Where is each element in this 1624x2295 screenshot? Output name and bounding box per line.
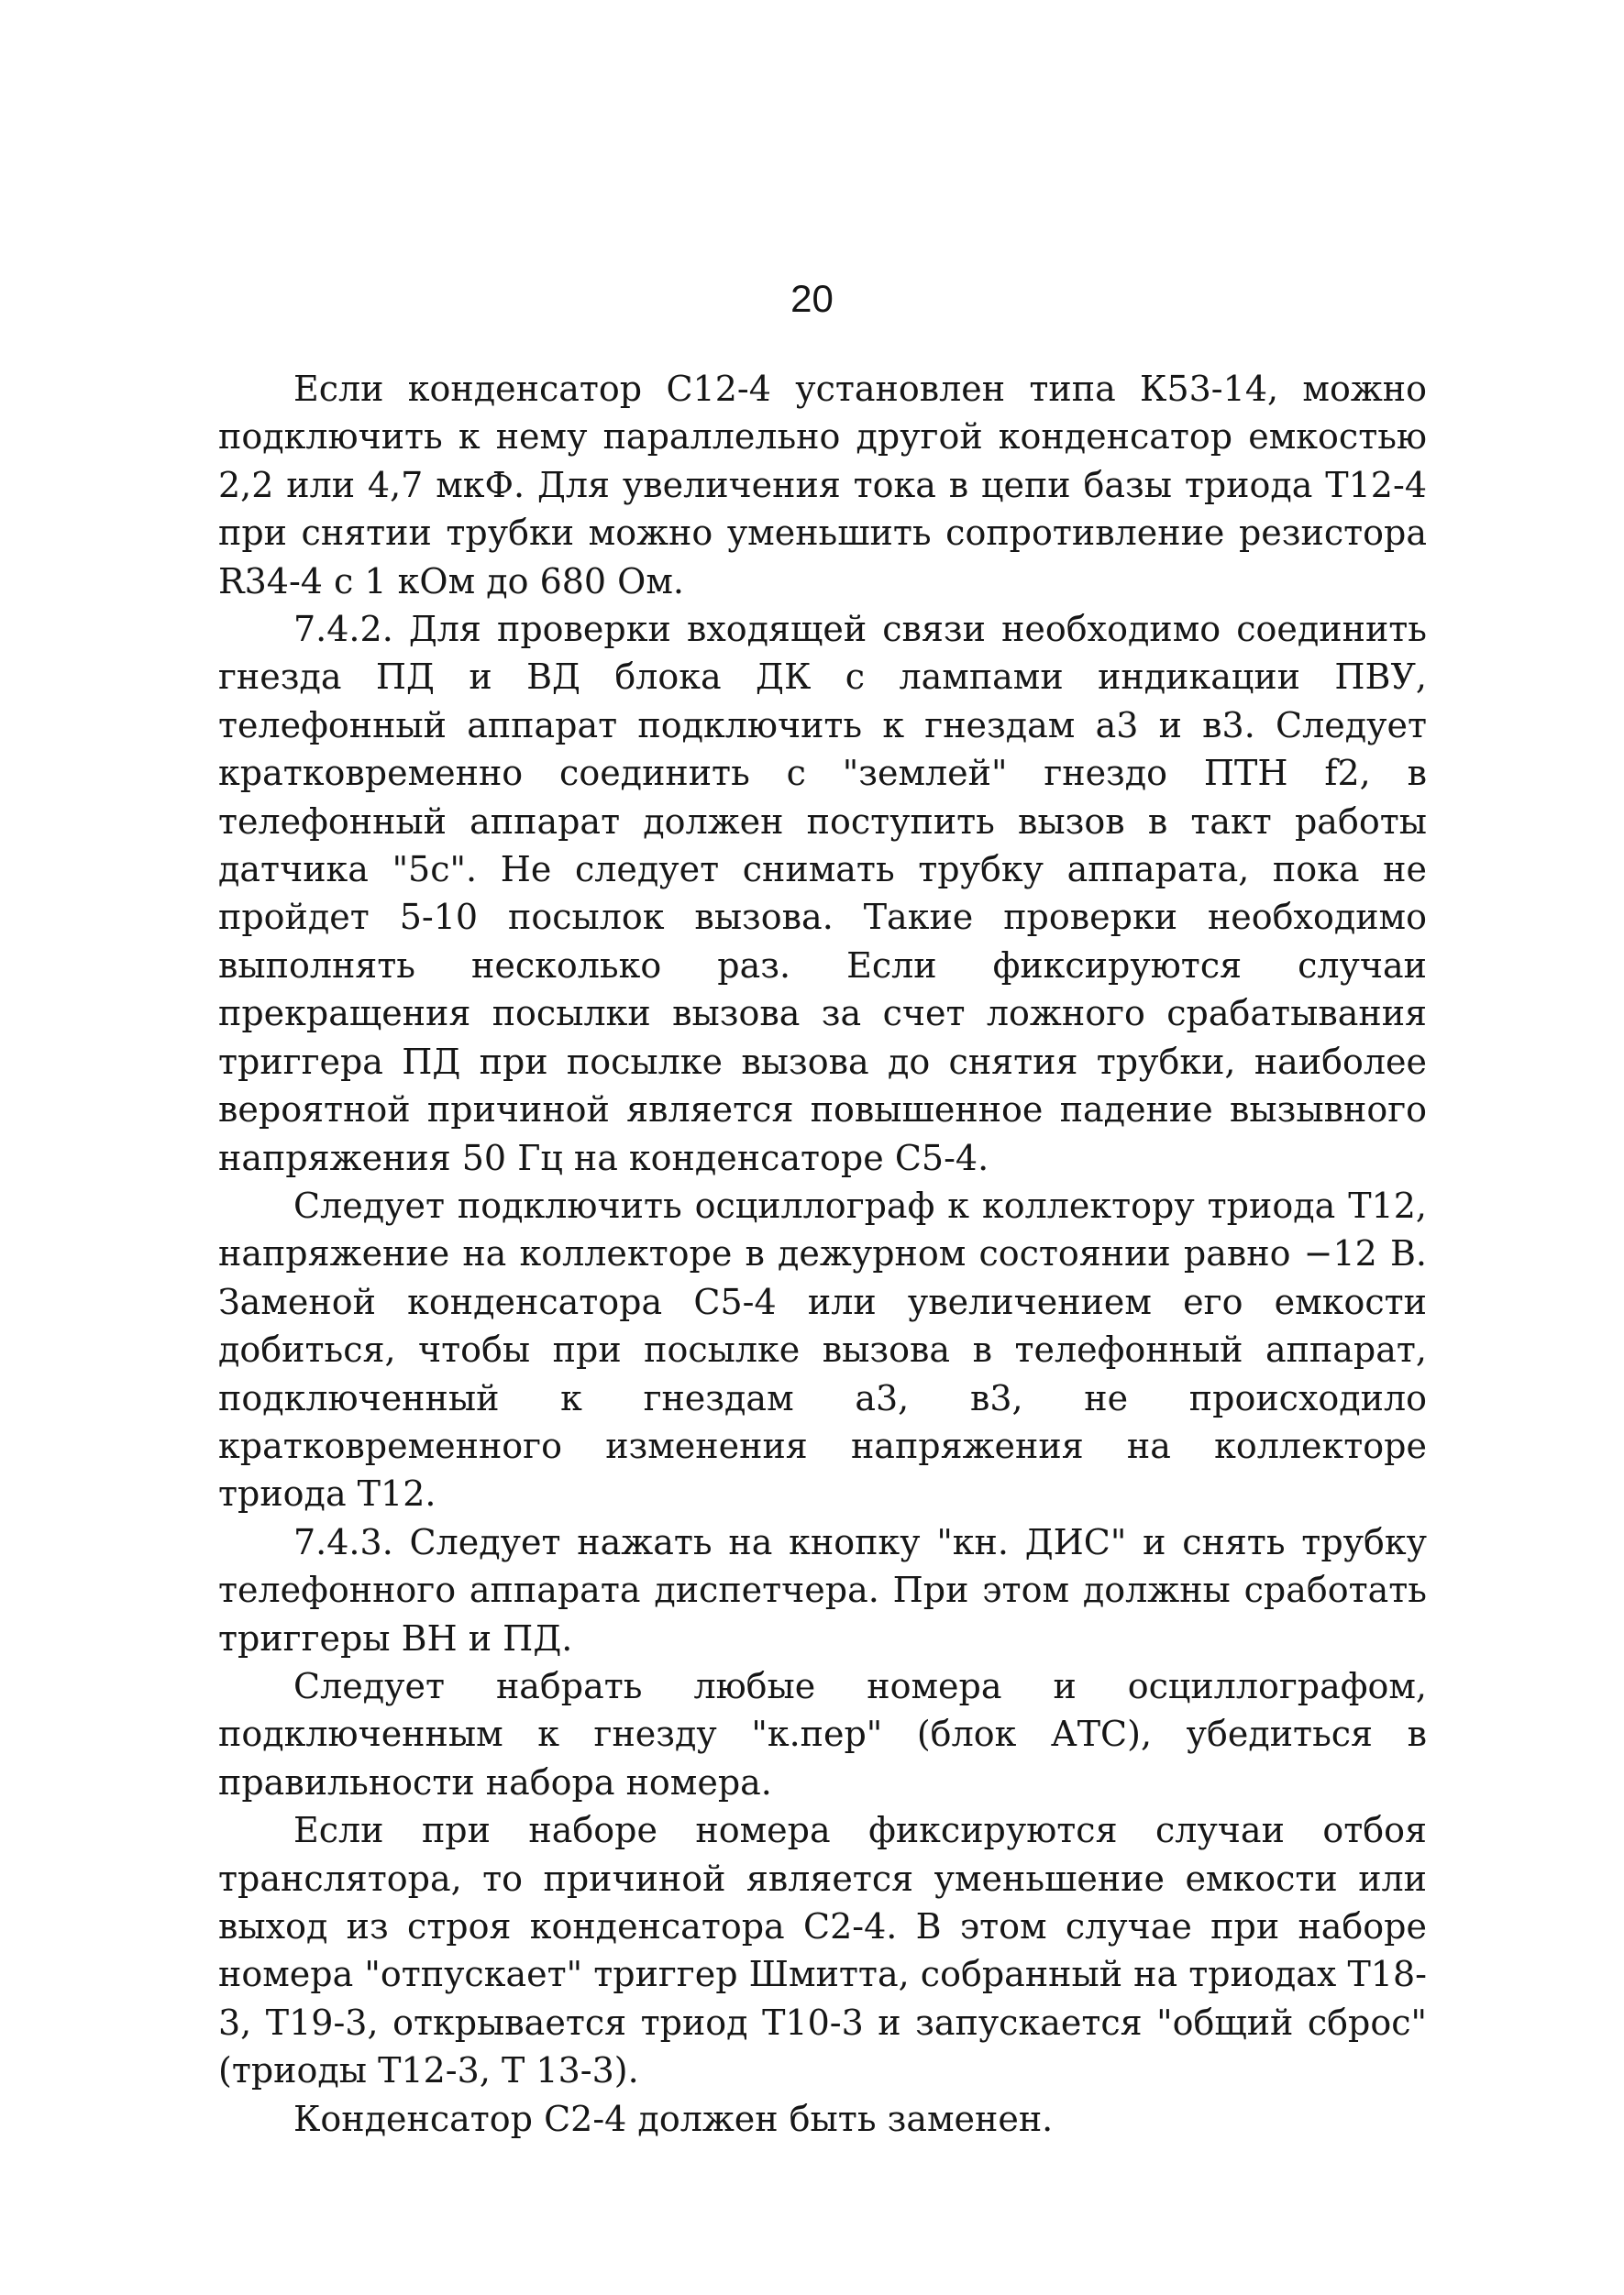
paragraph-capacitor-c2-4: Конденсатор С2-4 должен быть заменен.: [293, 2098, 1054, 2139]
text-body: [218, 365, 1427, 2143]
paragraph-capacitor-replacement-k53: Если конденсатор С12-4 установлен типа К53-14, можно подключить к нему параллельно другой конденсатор емкостью 2,2 или 4,7 мкФ. Для увеличения тока в цепи базы триода Т12-4 при снятии трубки можно уменьшить сопротивление резистора R34-4 с 1 кОм до 680 Ом.: [218, 369, 1427, 601]
paragraph-dialing-check: Следует набрать любые номера и осциллографом, подключенным к гнезду "к.пер" (блок АТС), убедиться в правильности набора номера.: [218, 1665, 1427, 1803]
paragraph-dispatcher-button: 7.4.3. Следует нажать на кнопку "кн. ДИС" и снять трубку телефонного аппарата диспетчера. При этом должны сработать триггеры ВН и ПД.: [218, 1521, 1427, 1659]
paragraph-translator-release: Если при наборе номера фиксируются случаи отбоя транслятора, то причиной является уменьшение емкости или выход из строя конденсатора С2-4. В этом случае при наборе номера "отпускает" триггер Шмитта, собранный на триодах Т18-3, Т19-3, открывается триод Т10-3 и запускается "общий сброс" (триоды Т12-3, Т 13-3).: [218, 1810, 1427, 2091]
paragraph-incoming-call-check: 7.4.2. Для проверки входящей связи необходимо соединить гнезда ПД и ВД блока ДК с лампами индикации ПВУ, телефонный аппарат подключить к гнездам а3 и в3. Следует кратковременно соединить с "землей" гнездо ПТН f2, в телефонный аппарат должен поступить вызов в такт работы датчика "5с". Не следует снимать трубку аппарата, пока не пройдет 5-10 посылок вызова. Такие проверки необходимо выполнять несколько раз. Если фиксируются случаи прекращения посылки вызова за счет ложного срабатывания триггера ПД при посылке вызова до снятия трубки, наиболее вероятной причиной является повышенное падение вызывного напряжения 50 Гц на конденсаторе С5-4.: [218, 609, 1427, 1178]
page-number: 20: [790, 277, 834, 320]
paragraph-oscilloscope-collector: Следует подключить осциллограф к коллектору триода Т12, напряжение на коллекторе в дежурном состоянии равно −12 В. Заменой конденсатора С5-4 или увеличением его емкости добиться, чтобы при посылке вызова в телефонный аппарат, подключенный к гнездам а3, в3, не происходило кратковременного изменения напряжения на коллекторе триода Т12.: [218, 1185, 1427, 1515]
